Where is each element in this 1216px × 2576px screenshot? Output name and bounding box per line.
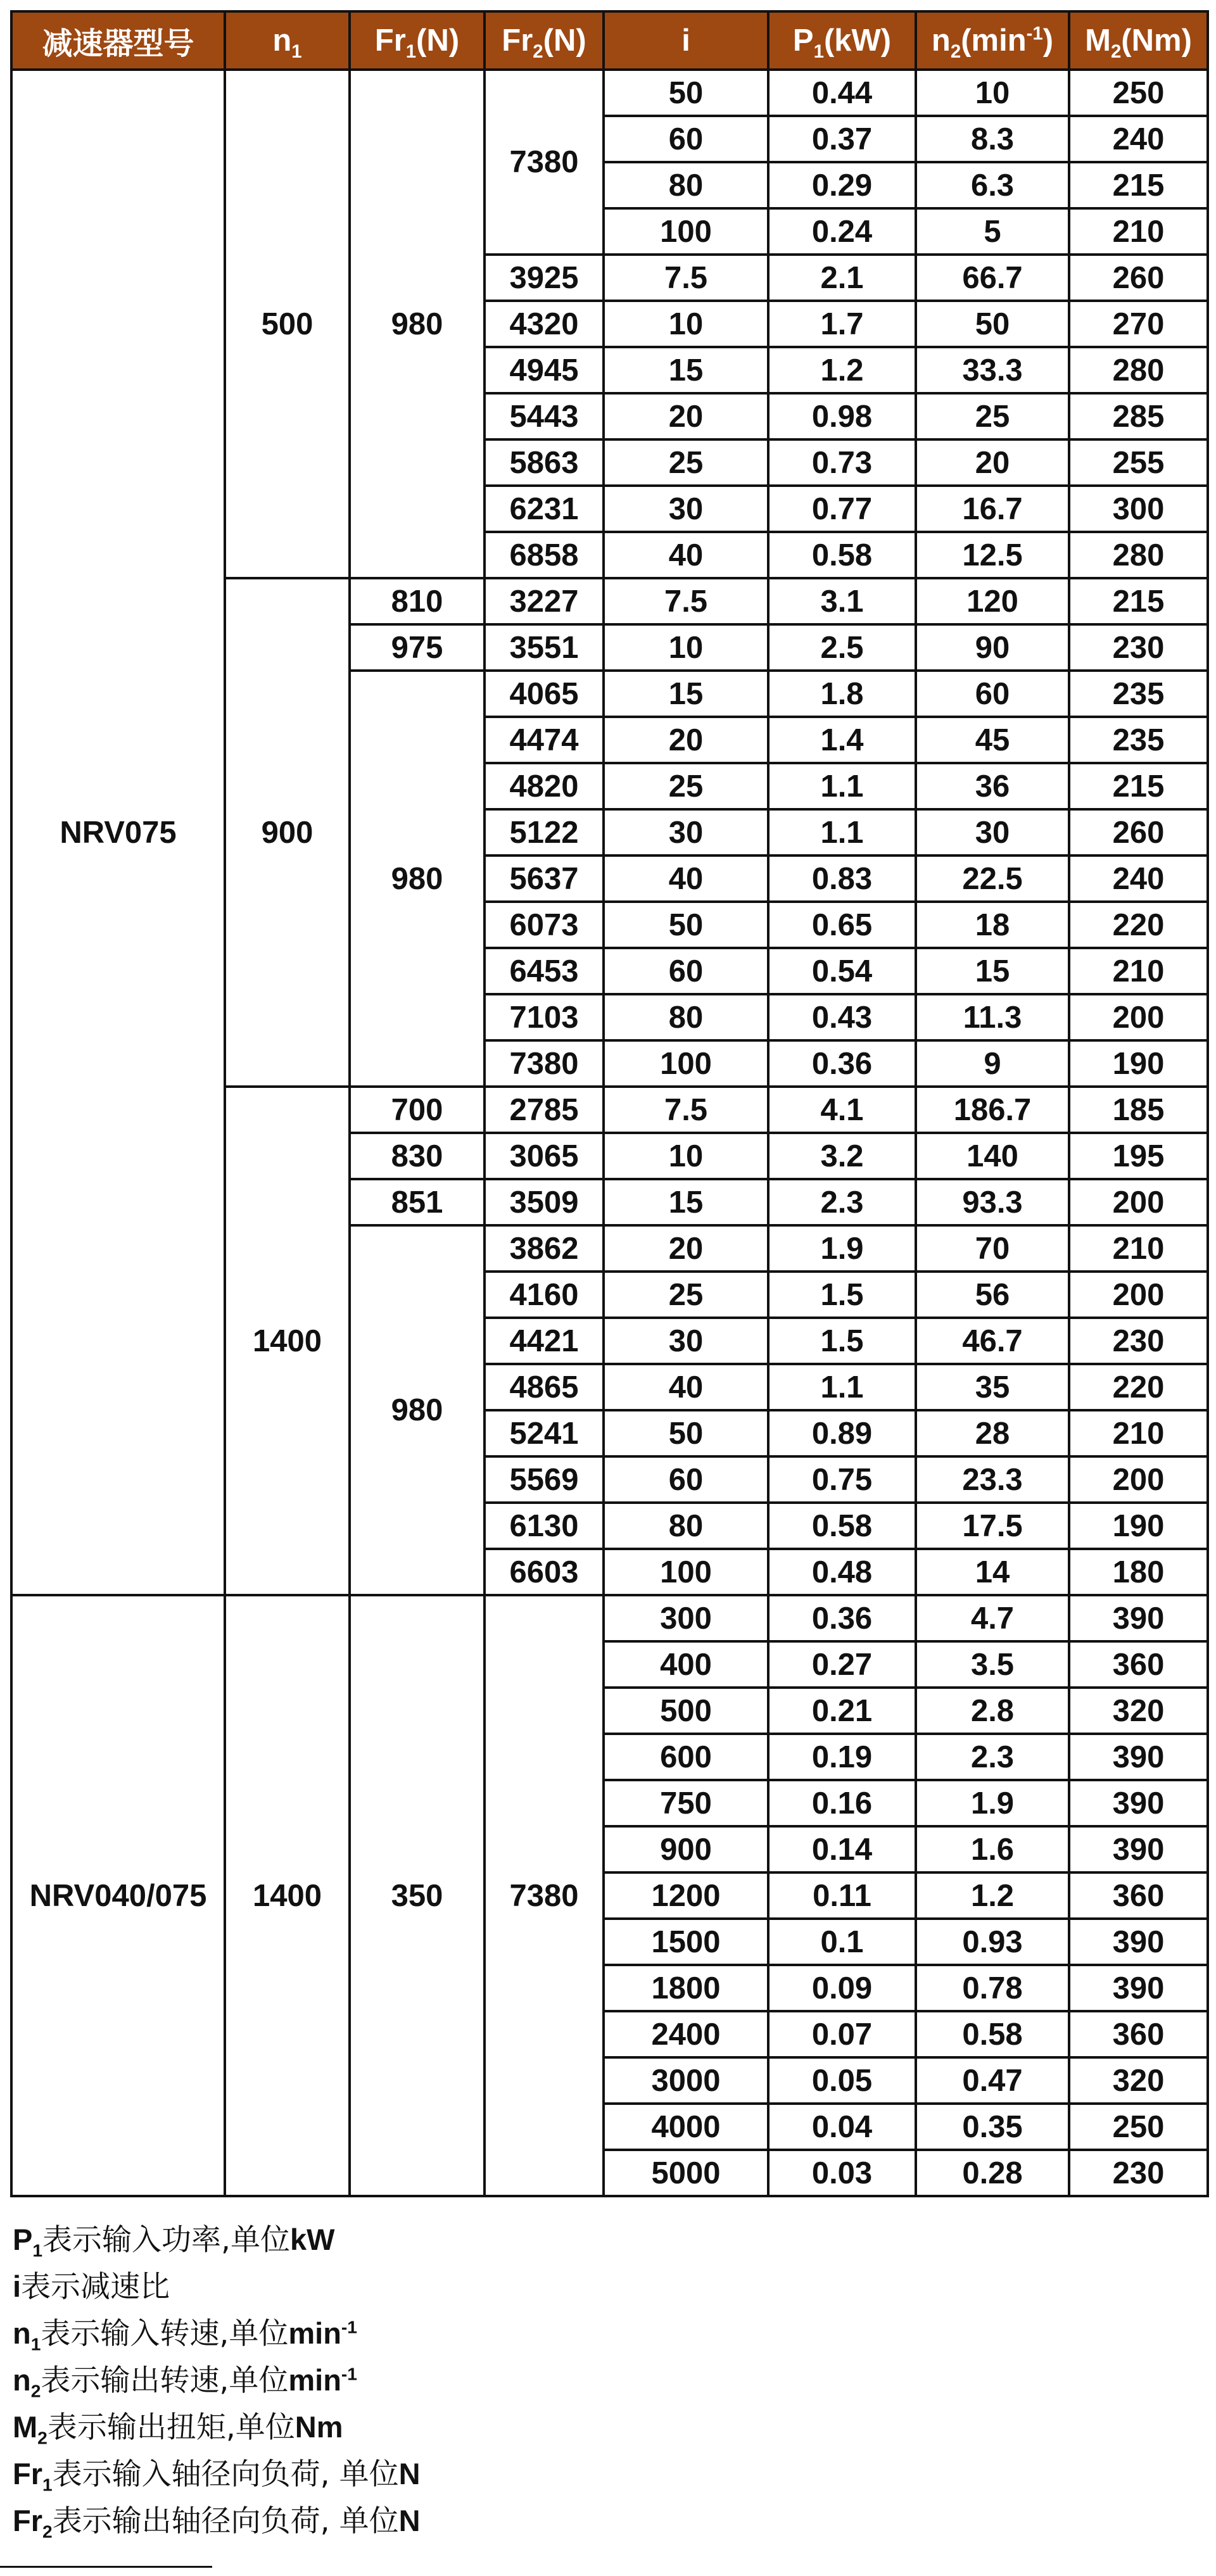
ratio-cell: 80 — [604, 994, 768, 1040]
ratio-cell: 15 — [604, 1179, 768, 1225]
ratio-cell: 40 — [604, 1364, 768, 1410]
ratio-cell: 60 — [604, 1456, 768, 1503]
table-body — [11, 70, 1208, 2196]
p1-cell: 0.83 — [768, 856, 916, 902]
n2-cell: 15 — [916, 948, 1069, 994]
n2-cell: 9 — [916, 1040, 1069, 1087]
ratio-cell: 600 — [604, 1734, 768, 1780]
p1-cell: 1.1 — [768, 809, 916, 856]
ratio-cell: 300 — [604, 1595, 768, 1641]
ratio-cell: 1800 — [604, 1965, 768, 2011]
m2-cell: 285 — [1069, 393, 1208, 439]
p1-cell: 0.36 — [768, 1040, 916, 1087]
n2-cell: 23.3 — [916, 1456, 1069, 1503]
m2-cell: 220 — [1069, 902, 1208, 948]
ratio-cell: 750 — [604, 1780, 768, 1826]
ratio-cell: 15 — [604, 671, 768, 717]
note-unit: kW — [290, 2223, 335, 2256]
p1-cell: 1.1 — [768, 763, 916, 809]
fr2-cell: 3227 — [484, 578, 604, 624]
n2-cell: 28 — [916, 1410, 1069, 1456]
m2-cell: 180 — [1069, 1549, 1208, 1595]
m2-cell: 210 — [1069, 1225, 1208, 1272]
ratio-cell: 60 — [604, 948, 768, 994]
n2-cell: 18 — [916, 902, 1069, 948]
n2-cell: 6.3 — [916, 162, 1069, 208]
fr2-merged-cell: 7380 — [484, 1595, 604, 2196]
m2-cell: 390 — [1069, 1965, 1208, 2011]
table-row — [11, 70, 1208, 116]
n2-cell: 45 — [916, 717, 1069, 763]
fr2-cell: 4421 — [484, 1318, 604, 1364]
ratio-cell: 50 — [604, 70, 768, 116]
legend-note — [13, 2497, 583, 2544]
fr2-cell: 3925 — [484, 255, 604, 301]
fr2-cell: 4865 — [484, 1364, 604, 1410]
p1-cell: 0.11 — [768, 1872, 916, 1919]
p1-cell: 0.75 — [768, 1456, 916, 1503]
note-text: 表示输出轴径向负荷, 单位 — [52, 2504, 399, 2539]
legend-note — [13, 2357, 583, 2404]
m2-cell: 360 — [1069, 1641, 1208, 1688]
note-subscript: 2 — [37, 2427, 48, 2448]
n2-cell: 140 — [916, 1133, 1069, 1179]
p1-cell: 0.36 — [768, 1595, 916, 1641]
p1-cell: 2.3 — [768, 1179, 916, 1225]
p1-cell: 1.8 — [768, 671, 916, 717]
note-superscript: -1 — [341, 2363, 357, 2384]
m2-cell: 390 — [1069, 1826, 1208, 1872]
ratio-cell: 5000 — [604, 2150, 768, 2196]
fr2-cell: 4320 — [484, 301, 604, 347]
note-text: 表示输入轴径向负荷, 单位 — [52, 2457, 399, 2492]
m2-cell: 390 — [1069, 1595, 1208, 1641]
n2-cell: 66.7 — [916, 255, 1069, 301]
fr2-cell: 6231 — [484, 486, 604, 532]
p1-cell: 2.1 — [768, 255, 916, 301]
p1-cell: 0.21 — [768, 1688, 916, 1734]
n2-cell: 1.9 — [916, 1780, 1069, 1826]
p1-cell: 3.2 — [768, 1133, 916, 1179]
m2-cell: 220 — [1069, 1364, 1208, 1410]
n2-cell: 17.5 — [916, 1503, 1069, 1549]
note-text: 表示减速比 — [21, 2270, 170, 2304]
fr1-cell: 830 — [350, 1133, 484, 1179]
p1-cell: 1.7 — [768, 301, 916, 347]
p1-cell: 0.98 — [768, 393, 916, 439]
m2-cell: 230 — [1069, 2150, 1208, 2196]
header-fr1: $Fr_1(N)$ — [350, 11, 484, 70]
m2-cell: 240 — [1069, 856, 1208, 902]
fr2-cell: 4065 — [484, 671, 604, 717]
m2-cell: 200 — [1069, 994, 1208, 1040]
fr2-cell: 6453 — [484, 948, 604, 994]
n2-cell: 36 — [916, 763, 1069, 809]
n2-cell: 90 — [916, 624, 1069, 671]
ratio-cell: 15 — [604, 347, 768, 393]
ratio-cell: 900 — [604, 1826, 768, 1872]
fr2-cell: 4474 — [484, 717, 604, 763]
fr2-cell: 3509 — [484, 1179, 604, 1225]
p1-cell: 1.5 — [768, 1318, 916, 1364]
fr2-cell: 5569 — [484, 1456, 604, 1503]
n2-cell: 1.6 — [916, 1826, 1069, 1872]
note-subscript: 1 — [32, 2240, 43, 2261]
p1-cell: 0.09 — [768, 1965, 916, 2011]
fr2-cell: 3551 — [484, 624, 604, 671]
ratio-cell: 30 — [604, 809, 768, 856]
m2-cell: 280 — [1069, 347, 1208, 393]
m2-cell: 210 — [1069, 1410, 1208, 1456]
n2-cell: 5 — [916, 208, 1069, 255]
n2-cell: 10 — [916, 70, 1069, 116]
p1-cell: 0.73 — [768, 439, 916, 486]
n2-cell: 56 — [916, 1272, 1069, 1318]
ratio-cell: 1500 — [604, 1919, 768, 1965]
p1-cell: 0.24 — [768, 208, 916, 255]
reducer-spec-table — [10, 10, 1209, 2197]
legend-notes — [13, 2216, 583, 2544]
n2-cell: 22.5 — [916, 856, 1069, 902]
ratio-cell: 400 — [604, 1641, 768, 1688]
header-p1: $P_1(kW)$ — [768, 11, 916, 70]
ratio-cell: 40 — [604, 532, 768, 578]
ratio-cell: 25 — [604, 1272, 768, 1318]
p1-cell: 0.16 — [768, 1780, 916, 1826]
m2-cell: 200 — [1069, 1456, 1208, 1503]
p1-cell: 0.44 — [768, 70, 916, 116]
p1-cell: 0.43 — [768, 994, 916, 1040]
table-row — [11, 1595, 1208, 1641]
ratio-cell: 10 — [604, 624, 768, 671]
n2-cell: 0.28 — [916, 2150, 1069, 2196]
n1-cell: 900 — [225, 578, 350, 1087]
p1-cell: 1.2 — [768, 347, 916, 393]
ratio-cell: 20 — [604, 1225, 768, 1272]
fr1-cell: 980 — [350, 671, 484, 1087]
ratio-cell: 1200 — [604, 1872, 768, 1919]
n1-cell: 1400 — [225, 1595, 350, 2196]
fr2-cell: 4820 — [484, 763, 604, 809]
n2-cell: 2.3 — [916, 1734, 1069, 1780]
note-text: 表示输入功率,单位 — [42, 2223, 290, 2257]
m2-cell: 230 — [1069, 1318, 1208, 1364]
note-unit: min — [288, 2363, 341, 2397]
p1-cell: 0.04 — [768, 2104, 916, 2150]
n2-cell: 0.78 — [916, 1965, 1069, 2011]
ratio-cell: 25 — [604, 439, 768, 486]
ratio-cell: 40 — [604, 856, 768, 902]
ratio-cell: 80 — [604, 1503, 768, 1549]
p1-cell: 0.54 — [768, 948, 916, 994]
header-n1: $n_1$ — [225, 11, 350, 70]
ratio-cell: 100 — [604, 208, 768, 255]
fr2-cell: 3065 — [484, 1133, 604, 1179]
n2-cell: 120 — [916, 578, 1069, 624]
note-unit: Nm — [294, 2410, 343, 2444]
n2-cell: 11.3 — [916, 994, 1069, 1040]
legend-note — [13, 2451, 583, 2497]
n2-cell: 30 — [916, 809, 1069, 856]
m2-cell: 230 — [1069, 624, 1208, 671]
legend-note — [13, 2263, 583, 2310]
header-m2: $M_2(Nm)$ — [1069, 11, 1208, 70]
fr2-cell: 5443 — [484, 393, 604, 439]
spec-table-container — [10, 10, 1206, 2197]
ratio-cell: 10 — [604, 1133, 768, 1179]
p1-cell: 0.05 — [768, 2057, 916, 2104]
n2-cell: 2.8 — [916, 1688, 1069, 1734]
p1-cell: 2.5 — [768, 624, 916, 671]
p1-cell: 1.9 — [768, 1225, 916, 1272]
fr2-cell: 6858 — [484, 532, 604, 578]
fr2-cell: 5863 — [484, 439, 604, 486]
p1-cell: 1.1 — [768, 1364, 916, 1410]
ratio-cell: 25 — [604, 763, 768, 809]
fr1-cell: 980 — [350, 1225, 484, 1595]
n2-cell: 0.93 — [916, 1919, 1069, 1965]
fr2-cell: 5241 — [484, 1410, 604, 1456]
note-symbol: M — [13, 2410, 38, 2444]
m2-cell: 210 — [1069, 208, 1208, 255]
header-ratio: i — [604, 11, 768, 70]
m2-cell: 360 — [1069, 2011, 1208, 2057]
fr2-cell: 6130 — [484, 1503, 604, 1549]
note-unit: min — [288, 2316, 341, 2350]
table-header-row — [11, 11, 1208, 70]
ratio-cell: 80 — [604, 162, 768, 208]
ratio-cell: 30 — [604, 486, 768, 532]
legend-note — [13, 2216, 583, 2263]
n1-cell: 1400 — [225, 1087, 350, 1595]
note-symbol: n — [13, 2363, 31, 2397]
note-text: 表示输出扭矩,单位 — [47, 2410, 295, 2445]
fr1-cell: 350 — [350, 1595, 484, 2196]
footer-underline — [0, 2566, 212, 2568]
n2-cell: 0.58 — [916, 2011, 1069, 2057]
m2-cell: 320 — [1069, 2057, 1208, 2104]
m2-cell: 320 — [1069, 1688, 1208, 1734]
m2-cell: 390 — [1069, 1780, 1208, 1826]
m2-cell: 195 — [1069, 1133, 1208, 1179]
note-symbol: Fr — [13, 2457, 42, 2491]
p1-cell: 0.89 — [768, 1410, 916, 1456]
ratio-cell: 50 — [604, 1410, 768, 1456]
fr1-cell: 810 — [350, 578, 484, 624]
fr1-cell: 851 — [350, 1179, 484, 1225]
p1-cell: 0.07 — [768, 2011, 916, 2057]
m2-cell: 270 — [1069, 301, 1208, 347]
fr2-cell: 4160 — [484, 1272, 604, 1318]
n2-cell: 33.3 — [916, 347, 1069, 393]
ratio-cell: 20 — [604, 393, 768, 439]
m2-cell: 260 — [1069, 255, 1208, 301]
m2-cell: 200 — [1069, 1179, 1208, 1225]
ratio-cell: 7.5 — [604, 255, 768, 301]
n2-cell: 8.3 — [916, 116, 1069, 162]
p1-cell: 3.1 — [768, 578, 916, 624]
ratio-cell: 500 — [604, 1688, 768, 1734]
header-fr2: $Fr_2(N)$ — [484, 11, 604, 70]
model-cell: NRV040/075 — [11, 1595, 225, 2196]
model-cell: NRV075 — [11, 70, 225, 1595]
m2-cell: 280 — [1069, 532, 1208, 578]
fr1-cell: 975 — [350, 624, 484, 671]
p1-cell: 0.77 — [768, 486, 916, 532]
p1-cell: 0.65 — [768, 902, 916, 948]
m2-cell: 250 — [1069, 70, 1208, 116]
fr2-cell: 5122 — [484, 809, 604, 856]
ratio-cell: 3000 — [604, 2057, 768, 2104]
ratio-cell: 2400 — [604, 2011, 768, 2057]
legend-note — [13, 2404, 583, 2451]
n2-cell: 12.5 — [916, 532, 1069, 578]
n2-cell: 0.47 — [916, 2057, 1069, 2104]
m2-cell: 235 — [1069, 671, 1208, 717]
m2-cell: 250 — [1069, 2104, 1208, 2150]
m2-cell: 215 — [1069, 763, 1208, 809]
n2-cell: 60 — [916, 671, 1069, 717]
ratio-cell: 7.5 — [604, 1087, 768, 1133]
n2-cell: 20 — [916, 439, 1069, 486]
legend-note — [13, 2310, 583, 2357]
note-symbol: Fr — [13, 2504, 42, 2537]
fr2-cell: 7380 — [484, 1040, 604, 1087]
m2-cell: 255 — [1069, 439, 1208, 486]
fr2-cell: 4945 — [484, 347, 604, 393]
m2-cell: 200 — [1069, 1272, 1208, 1318]
header-model: 减速器型号 — [11, 11, 225, 70]
ratio-cell: 50 — [604, 902, 768, 948]
ratio-cell: 100 — [604, 1040, 768, 1087]
n2-cell: 93.3 — [916, 1179, 1069, 1225]
note-subscript: 1 — [42, 2474, 53, 2495]
ratio-cell: 30 — [604, 1318, 768, 1364]
note-symbol: P — [13, 2223, 33, 2256]
p1-cell: 1.5 — [768, 1272, 916, 1318]
m2-cell: 260 — [1069, 809, 1208, 856]
m2-cell: 360 — [1069, 1872, 1208, 1919]
note-subscript: 2 — [30, 2380, 41, 2401]
m2-cell: 390 — [1069, 1919, 1208, 1965]
n2-cell: 50 — [916, 301, 1069, 347]
fr2-cell: 5637 — [484, 856, 604, 902]
note-symbol: n — [13, 2316, 31, 2350]
n2-cell: 4.7 — [916, 1595, 1069, 1641]
m2-cell: 190 — [1069, 1503, 1208, 1549]
fr2-cell: 2785 — [484, 1087, 604, 1133]
n2-cell: 14 — [916, 1549, 1069, 1595]
note-subscript: 1 — [30, 2333, 41, 2354]
n1-cell: 500 — [225, 70, 350, 578]
m2-cell: 210 — [1069, 948, 1208, 994]
p1-cell: 0.58 — [768, 532, 916, 578]
n2-cell: 3.5 — [916, 1641, 1069, 1688]
ratio-cell: 100 — [604, 1549, 768, 1595]
p1-cell: 4.1 — [768, 1087, 916, 1133]
p1-cell: 0.14 — [768, 1826, 916, 1872]
p1-cell: 0.19 — [768, 1734, 916, 1780]
m2-cell: 215 — [1069, 162, 1208, 208]
note-unit: N — [398, 2457, 421, 2491]
p1-cell: 0.58 — [768, 1503, 916, 1549]
p1-cell: 0.29 — [768, 162, 916, 208]
n2-cell: 25 — [916, 393, 1069, 439]
n2-cell: 1.2 — [916, 1872, 1069, 1919]
p1-cell: 0.1 — [768, 1919, 916, 1965]
m2-cell: 240 — [1069, 116, 1208, 162]
n2-cell: 70 — [916, 1225, 1069, 1272]
fr2-cell: 6073 — [484, 902, 604, 948]
note-symbol: i — [13, 2270, 22, 2303]
fr2-merged-cell: 7380 — [484, 70, 604, 255]
n2-cell: 16.7 — [916, 486, 1069, 532]
note-superscript: -1 — [341, 2316, 357, 2337]
p1-cell: 0.48 — [768, 1549, 916, 1595]
fr1-cell: 700 — [350, 1087, 484, 1133]
note-text: 表示输入转速,单位 — [41, 2316, 289, 2351]
fr2-cell: 3862 — [484, 1225, 604, 1272]
note-unit: N — [398, 2504, 421, 2537]
ratio-cell: 60 — [604, 116, 768, 162]
n2-cell: 35 — [916, 1364, 1069, 1410]
m2-cell: 215 — [1069, 578, 1208, 624]
fr2-cell: 7103 — [484, 994, 604, 1040]
p1-cell: 0.37 — [768, 116, 916, 162]
n2-cell: 0.35 — [916, 2104, 1069, 2150]
fr1-cell: 980 — [350, 70, 484, 578]
ratio-cell: 4000 — [604, 2104, 768, 2150]
fr2-cell: 6603 — [484, 1549, 604, 1595]
m2-cell: 300 — [1069, 486, 1208, 532]
ratio-cell: 7.5 — [604, 578, 768, 624]
m2-cell: 235 — [1069, 717, 1208, 763]
m2-cell: 190 — [1069, 1040, 1208, 1087]
p1-cell: 0.03 — [768, 2150, 916, 2196]
note-text: 表示输出转速,单位 — [41, 2363, 289, 2398]
n2-cell: 46.7 — [916, 1318, 1069, 1364]
m2-cell: 185 — [1069, 1087, 1208, 1133]
ratio-cell: 20 — [604, 717, 768, 763]
m2-cell: 390 — [1069, 1734, 1208, 1780]
p1-cell: 1.4 — [768, 717, 916, 763]
ratio-cell: 10 — [604, 301, 768, 347]
header-n2: $n_2(\min^{-1})$ — [916, 11, 1069, 70]
n2-cell: 186.7 — [916, 1087, 1069, 1133]
note-subscript: 2 — [42, 2521, 53, 2542]
p1-cell: 0.27 — [768, 1641, 916, 1688]
